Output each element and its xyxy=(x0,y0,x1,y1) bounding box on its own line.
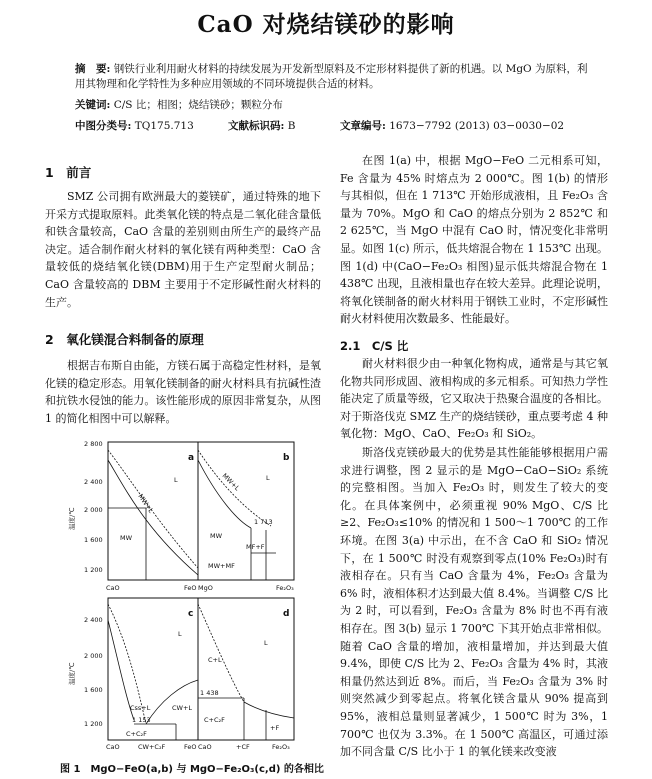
y-tick-1600-bottom: 1 600 xyxy=(84,686,103,694)
panel-c-x-left: CaO xyxy=(106,743,120,751)
y-tick-1200-bottom: 1 200 xyxy=(84,720,103,728)
panel-a xyxy=(106,442,198,592)
panel-b xyxy=(198,442,294,592)
panel-a-x-right: FeO xyxy=(184,584,197,592)
panel-c xyxy=(106,598,198,751)
panel-c-liquidus-2 xyxy=(146,680,198,724)
panel-c-1153: 1 153 xyxy=(132,716,151,724)
panel-c-label: c xyxy=(188,609,194,619)
panel-d-x-left: CaO xyxy=(198,743,212,751)
abstract xyxy=(75,62,605,92)
panel-a-x-left: CaO xyxy=(106,584,120,592)
panel-d-liquidus-2 xyxy=(244,702,294,718)
y-axis-label-bottom: 温度/℃ xyxy=(68,662,76,685)
article-title: CaO 对烧结镁砂的影响 xyxy=(197,11,455,38)
clc-number: 中图分类号: TQ175.713 xyxy=(75,120,194,132)
y-tick-1600-top: 1 600 xyxy=(84,536,103,544)
section-heading-2: 2 氧化镁混合料制备的原理 xyxy=(45,332,204,347)
panel-b-MFF: MF+F xyxy=(246,543,265,551)
document-code: 文献标识码: B xyxy=(228,120,296,132)
y-tick-1200-top: 1 200 xyxy=(84,566,103,574)
paragraph-intro: SMZ 公司拥有欧洲最大的菱镁矿，通过特殊的地下开采方式提取原料。此类氧化镁的特点是二氧化硅含量低和铁含量较高，CaO 含量的差别则由所生产的最终产品决定。适合制作耐火材料的氧化镁有两种类型：CaO 含量较低的烧结氧化镁(DBM)用于生产定型耐火制品；CaO 含量较高的 DBM 主要用于不定形碱性耐火材料的生产。 xyxy=(45,190,321,309)
paragraph-phase-analysis: 在图 1(a) 中，根据 MgO−FeO 二元相系可知，Fe 含量为 45% 时熔点为 2 000℃。图 1(b) 的情形与其相似，但在 1 713℃ 开始形成液相，且 Fe₂O₃ 含量为 70%。MgO 和 CaO 的熔点分别为 2 852℃ 和 2 625℃，当 MgO 中混有 CaO 时，情况变化非常明显。如图 1(c) 所示，低共熔混合物在 1 153℃ 出现。图 1(d) 中(CaO−Fe₂O₃ 相图)显示低共熔混合物在 1 438℃ 出现，且液相量也存在较大差异。此理论说明，将氧化镁制备的耐火材料用于钢铁工业时，不定形碱性耐火材料使用次数最多、性能最好。 xyxy=(340,154,608,326)
phase-diagram-svg xyxy=(68,440,301,760)
panel-b-MWMF: MW+MF xyxy=(208,562,235,570)
abstract-label: 摘 要: xyxy=(75,63,111,75)
panel-c-CWL: CW+L xyxy=(172,704,193,712)
panel-d-CL: C+L xyxy=(208,656,222,664)
panel-a-MWL: MW+L xyxy=(136,492,156,515)
panel-b-frame xyxy=(198,442,294,580)
y-tick-2400-top: 2 400 xyxy=(84,478,103,486)
panel-c-CCF: C+C₂F xyxy=(126,730,147,738)
panel-d xyxy=(198,598,294,751)
y-tick-2000-bottom: 2 000 xyxy=(84,652,103,660)
panel-d-L: L xyxy=(264,639,268,647)
panel-c-x-mid: CW+C₂F xyxy=(138,743,166,751)
keywords-text: C/S 比；相图；烧结镁砂；颗粒分布 xyxy=(113,99,283,111)
panel-d-F: +F xyxy=(270,724,280,732)
panel-d-label: d xyxy=(283,609,290,619)
y-tick-2000-top: 2 000 xyxy=(84,506,103,514)
panel-a-MW: MW xyxy=(120,534,133,542)
keywords xyxy=(75,98,283,113)
panel-b-solidus xyxy=(198,460,251,528)
y-axis-label-top: 温度/℃ xyxy=(68,507,76,530)
panel-a-L: L xyxy=(174,476,178,484)
article-number: 文章编号: 1673−7792 (2013) 03−0030−02 xyxy=(340,120,565,132)
section-heading-1: 1 前言 xyxy=(45,165,92,180)
panel-d-liquidus xyxy=(198,604,244,702)
panel-b-1713: 1 713 xyxy=(254,518,273,526)
panel-a-solidus xyxy=(108,460,198,575)
panel-b-x-left: MgO xyxy=(198,584,213,592)
panel-b-L: L xyxy=(266,474,270,482)
panel-b-x-right: Fe₂O₃ xyxy=(276,584,294,592)
panel-c-x-right: FeO xyxy=(184,743,197,751)
paragraph-oxides: 耐火材料很少由一种氧化物构成，通常是与其它氧化物共同形成固、液相构成的多元相系。可知热力学性能决定了质量等级，它又取决于热聚合温度的各相比。对于斯洛伐克 SMZ 生产的烧结镁砂，重点要考虑 4 种氧化物：MgO、CaO、Fe₂O₃ 和 SiO₂。 xyxy=(340,357,608,441)
panel-b-MW: MW xyxy=(210,532,223,540)
abstract-line-2: 用其物理和化学特性为多种应用领域的不同环境提供合适的材料。 xyxy=(75,78,380,90)
panel-d-x-right: Fe₂O₃ xyxy=(272,743,290,751)
paragraph-cs-ratio: 斯洛伐克镁砂最大的优势是其性能能够根据用户需求进行调整，图 2 显示的是 MgO−CaO−SiO₂ 系统的完整相图。当加入 Fe₂O₃ 时，则发生了较大的变化。在具体案例中，必须重视 90% MgO、C/S 比≥2、Fe₂O₃≤10% 的情况和 1 500～1 700℃ 的工作环境。在图 3(a) 中示出，在不含 CaO 和 SiO₂ 情况下，在 1 500℃ 时没有观察到零点(10% Fe₂O₃)时有液相存在。只有当 CaO 含量为 4%，Fe₂O₃ 含量为 6% 时，液相体积才达到最大值 8.4%。当调整 C/S 比为 2 时，可以看到，Fe₂O₃ 含量为 8% 时也不再有液相存在。图 3(b) 显示 1 700℃ 下其开始点非常相似。随着 CaO 含量的增加，液相量增加，并达到最大值 9.4%，即使 C/S 比为 2、Fe₂O₃ 含量为 4% 时，其液相量仍然达到近 8%。而后，当 Fe₂O₃ 含量为 3% 时则突然减少到零起点。将氧化镁含量从 90% 提高到 95%，液相总量则显著减少，1 500℃ 时为 3%，1 700℃ 也仅为 3.3%。在 1 500℃ 高温区，可通过添加不同含量 C/S 比小于 1 的氧化镁来改变液 xyxy=(340,446,608,759)
panel-b-MWL: MW+L xyxy=(220,471,242,493)
y-tick-2400-bottom: 2 400 xyxy=(84,616,103,624)
figure-caption: 图 1 MgO−FeO(a,b) 与 MgO−Fe₂O₃(c,d) 的各相比 xyxy=(60,764,324,775)
panel-b-label: b xyxy=(283,453,290,463)
panel-c-L: L xyxy=(178,630,182,638)
panel-d-x-mid: +CF xyxy=(236,743,250,751)
y-tick-2800-top: 2 800 xyxy=(84,440,103,448)
subsection-heading-2-1: 2.1 C/S 比 xyxy=(340,339,409,353)
abstract-line-1: 钢铁行业利用耐火材料的持续发展为开发新型原料及不定形材料提供了新的机遇。以 MgO 为原料，利 xyxy=(113,63,588,75)
panel-c-frame xyxy=(108,598,198,740)
panel-c-CssL: Css+L xyxy=(130,704,151,712)
panel-a-label: a xyxy=(188,453,195,463)
keywords-label: 关键词: xyxy=(75,99,111,111)
panel-d-CCF: C+C₂F xyxy=(204,716,225,724)
phase-diagram-figure xyxy=(68,440,301,760)
paragraph-principle: 根据吉布斯自由能，方镁石属于高稳定性材料，是氧化镁的稳定形态。用氧化镁制备的耐火材料具有抗碱性渣和抗铁水侵蚀的能力。该性能形成的原因非常复杂，从图 1 的简化相图中可以解释。 xyxy=(45,359,321,425)
panel-d-1438: 1 438 xyxy=(200,689,219,697)
